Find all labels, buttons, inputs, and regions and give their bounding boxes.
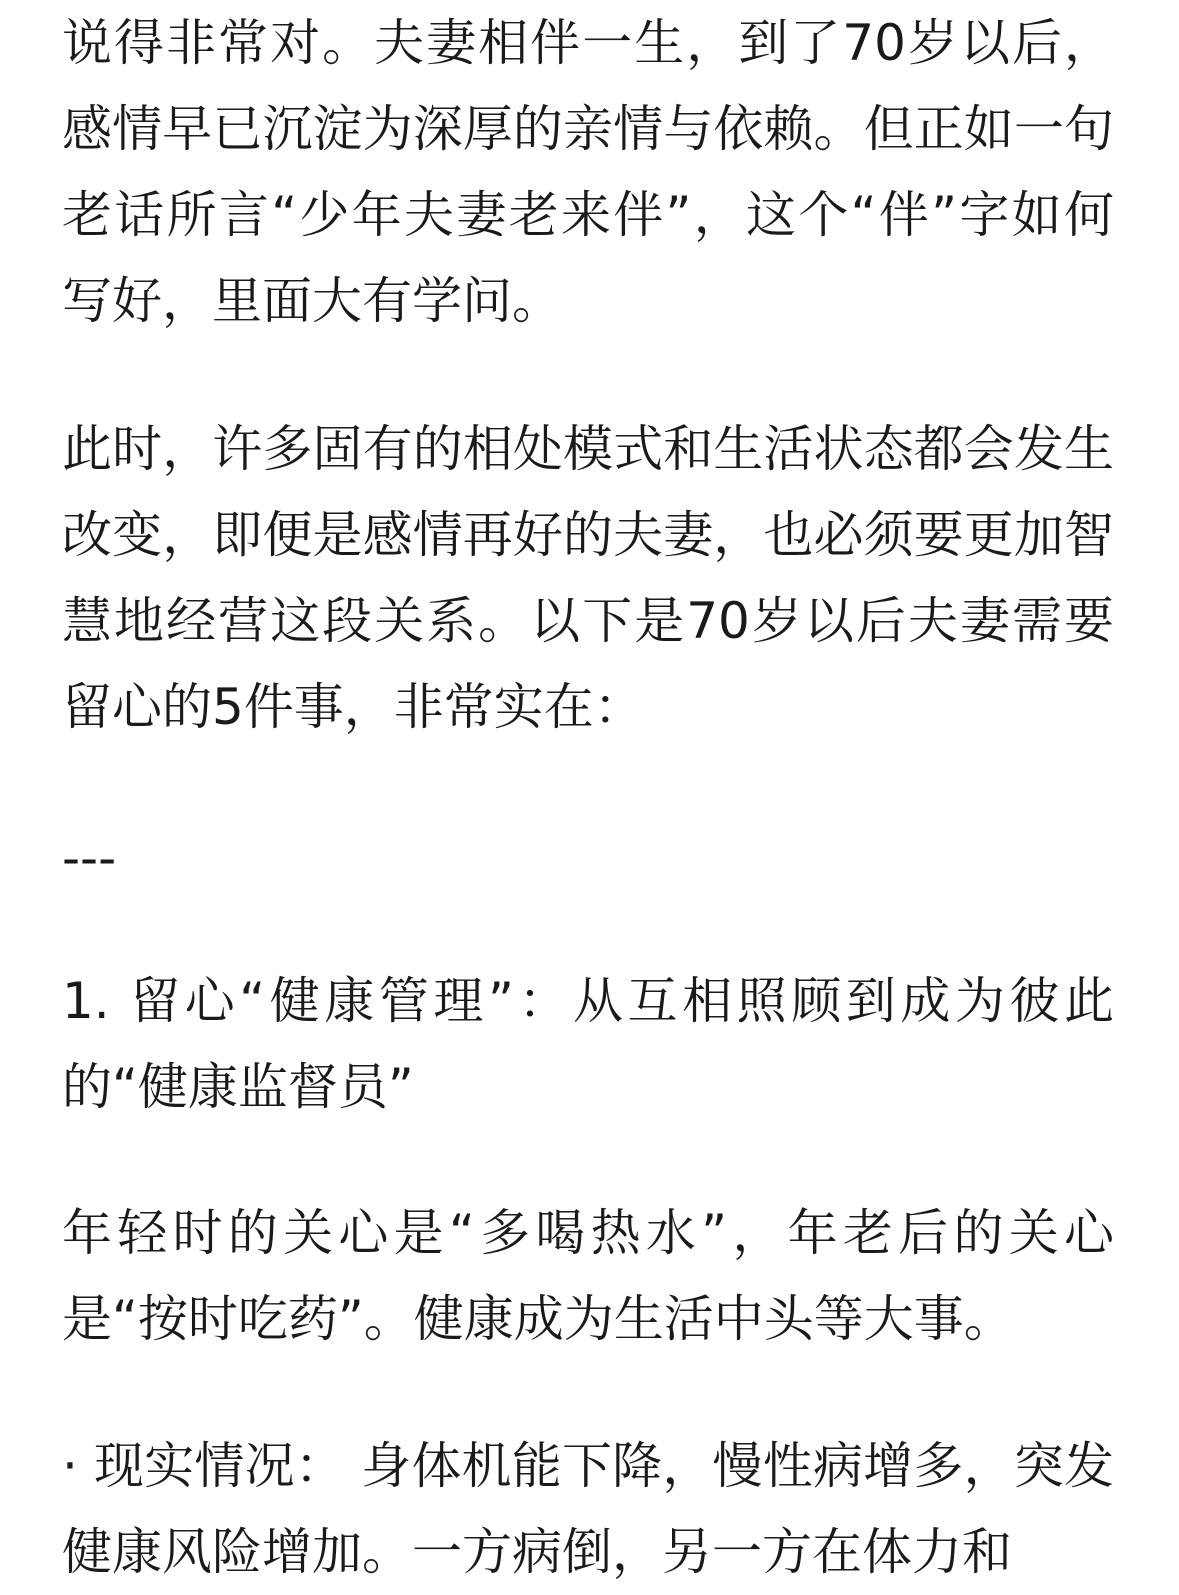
section-1-bullet-reality: · 现实情况： 身体机能下降，慢性病增多，突发健康风险增加。一方病倒，另一方在体力和 [62,1437,1114,1581]
section-1-intro-paragraph: 年轻时的关心是“多喝热水”，年老后的关心是“按时吃药”。健康成为生活中头等大事。 [62,1204,1114,1348]
section-divider: --- [62,829,117,887]
context-paragraph: 此时，许多固有的相处模式和生活状态都会发生改变，即便是感情再好的夫妻，也必须要更加智慧地经营这段关系。以下是70岁以后夫妻需要留心的5件事，非常实在： [62,420,1114,736]
section-1-heading: 1. 留心“健康管理”：从互相照顾到成为彼此的“健康监督员” [62,972,1114,1116]
intro-paragraph: 说得非常对。夫妻相伴一生，到了70岁以后，感情早已沉淀为深厚的亲情与依赖。但正如一句老话所言“少年夫妻老来伴”，这个“伴”字如何写好，里面大有学问。 [62,14,1114,330]
